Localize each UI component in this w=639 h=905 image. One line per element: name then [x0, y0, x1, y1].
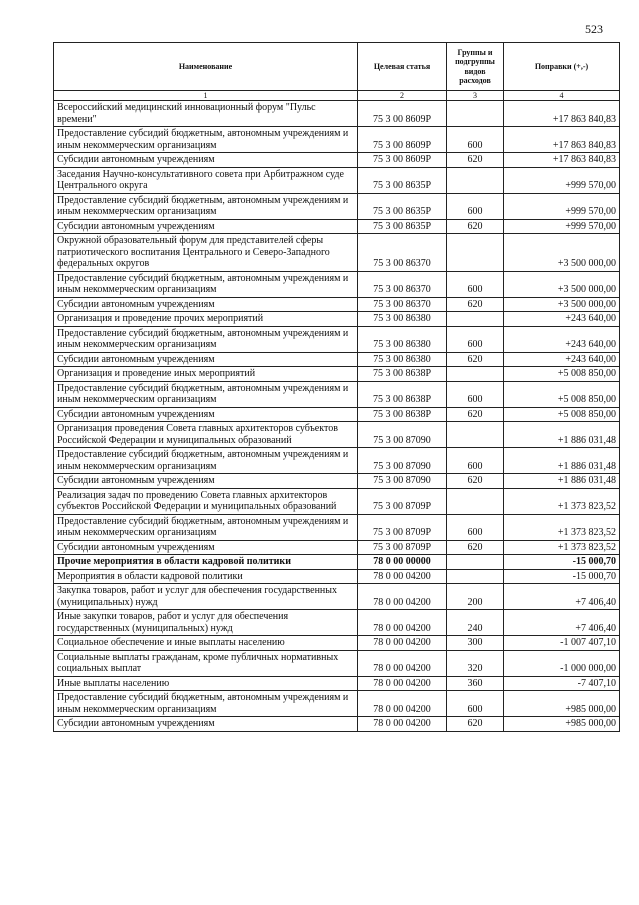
table-row — [54, 610, 620, 636]
row-name-cell: Социальные выплаты гражданам, кроме публичных нормативных социальных выплат — [54, 650, 358, 676]
row-group-cell: 620 — [447, 540, 504, 555]
row-group-cell — [447, 312, 504, 327]
row-amount-cell: +3 500 000,00 — [504, 234, 620, 272]
table-row — [54, 407, 620, 422]
row-code-cell: 75 3 00 8635Р — [358, 219, 447, 234]
row-group-cell: 620 — [447, 297, 504, 312]
row-name-cell: Организация и проведение прочих мероприятий — [54, 312, 358, 327]
row-name-cell: Предоставление субсидий бюджетным, автономным учреждениям и иным некоммерческим организациям — [54, 326, 358, 352]
table-row — [54, 101, 620, 127]
row-name-cell: Субсидии автономным учреждениям — [54, 352, 358, 367]
row-amount-cell: +1 886 031,48 — [504, 422, 620, 448]
header-amount: Поправки (+,-) — [504, 43, 620, 91]
row-group-cell — [447, 167, 504, 193]
row-code-cell: 75 3 00 8709Р — [358, 540, 447, 555]
row-code-cell: 78 0 00 04200 — [358, 676, 447, 691]
row-group-cell — [447, 367, 504, 382]
table-header-row — [54, 43, 620, 91]
row-name-cell: Субсидии автономным учреждениям — [54, 153, 358, 168]
row-name-cell: Предоставление субсидий бюджетным, автономным учреждениям и иным некоммерческим организациям — [54, 381, 358, 407]
row-amount-cell: -7 407,10 — [504, 676, 620, 691]
row-amount-cell: +999 570,00 — [504, 219, 620, 234]
row-group-cell — [447, 101, 504, 127]
table-row — [54, 448, 620, 474]
row-code-cell: 75 3 00 86370 — [358, 234, 447, 272]
row-group-cell — [447, 555, 504, 570]
row-group-cell — [447, 234, 504, 272]
table-row — [54, 193, 620, 219]
table-row — [54, 153, 620, 168]
row-name-cell: Субсидии автономным учреждениям — [54, 297, 358, 312]
row-name-cell: Предоставление субсидий бюджетным, автономным учреждениям и иным некоммерческим организациям — [54, 127, 358, 153]
row-code-cell: 75 3 00 8609Р — [358, 127, 447, 153]
row-amount-cell: +243 640,00 — [504, 312, 620, 327]
row-amount-cell: +1 373 823,52 — [504, 514, 620, 540]
row-group-cell: 600 — [447, 193, 504, 219]
row-code-cell: 75 3 00 8638Р — [358, 407, 447, 422]
row-amount-cell: +1 373 823,52 — [504, 488, 620, 514]
row-amount-cell: +5 008 850,00 — [504, 407, 620, 422]
row-amount-cell: +985 000,00 — [504, 691, 620, 717]
row-name-cell: Предоставление субсидий бюджетным, автономным учреждениям и иным некоммерческим организациям — [54, 514, 358, 540]
table-row — [54, 381, 620, 407]
column-number: 4 — [504, 91, 620, 101]
row-amount-cell: +17 863 840,83 — [504, 153, 620, 168]
row-name-cell: Субсидии автономным учреждениям — [54, 407, 358, 422]
row-code-cell: 75 3 00 8635Р — [358, 193, 447, 219]
table-row — [54, 297, 620, 312]
row-group-cell: 320 — [447, 650, 504, 676]
row-name-cell: Закупка товаров, работ и услуг для обеспечения государственных (муниципальных) нужд — [54, 584, 358, 610]
table-row — [54, 636, 620, 651]
column-number: 3 — [447, 91, 504, 101]
row-group-cell: 620 — [447, 352, 504, 367]
table-row — [54, 352, 620, 367]
row-code-cell: 75 3 00 8709Р — [358, 514, 447, 540]
row-name-cell: Иные закупки товаров, работ и услуг для обеспечения государственных (муниципальных) нужд — [54, 610, 358, 636]
row-group-cell: 620 — [447, 474, 504, 489]
row-amount-cell: -1 007 407,10 — [504, 636, 620, 651]
column-number-row — [54, 91, 620, 101]
row-code-cell: 75 3 00 86370 — [358, 271, 447, 297]
row-amount-cell: +1 886 031,48 — [504, 448, 620, 474]
row-group-cell: 620 — [447, 219, 504, 234]
row-amount-cell: +7 406,40 — [504, 584, 620, 610]
table-body — [54, 101, 620, 732]
row-code-cell: 78 0 00 04200 — [358, 717, 447, 732]
row-code-cell: 75 3 00 87090 — [358, 474, 447, 489]
row-code-cell: 75 3 00 87090 — [358, 422, 447, 448]
row-code-cell: 75 3 00 8709Р — [358, 488, 447, 514]
row-amount-cell: +999 570,00 — [504, 193, 620, 219]
row-code-cell: 75 3 00 8638Р — [358, 367, 447, 382]
row-amount-cell: +5 008 850,00 — [504, 367, 620, 382]
row-name-cell: Окружной образовательный форум для представителей сферы патриотического воспитания Центрального и Северо-Западного федеральных округов — [54, 234, 358, 272]
table-row — [54, 326, 620, 352]
header-code: Целевая статья — [358, 43, 447, 91]
table-row — [54, 584, 620, 610]
table-row — [54, 488, 620, 514]
row-name-cell: Заседания Научно-консультативного совета при Арбитражном суде Центрального округа — [54, 167, 358, 193]
table-row — [54, 312, 620, 327]
row-group-cell: 600 — [447, 514, 504, 540]
row-amount-cell: +243 640,00 — [504, 352, 620, 367]
row-group-cell: 240 — [447, 610, 504, 636]
row-name-cell: Иные выплаты населению — [54, 676, 358, 691]
table-row — [54, 514, 620, 540]
row-group-cell: 600 — [447, 127, 504, 153]
row-name-cell: Предоставление субсидий бюджетным, автономным учреждениям и иным некоммерческим организациям — [54, 193, 358, 219]
header-groups: Группы и подгруппы видов расходов — [447, 43, 504, 91]
row-name-cell: Всероссийский медицинский инновационный форум "Пульс времени" — [54, 101, 358, 127]
row-amount-cell: +17 863 840,83 — [504, 101, 620, 127]
row-name-cell: Реализация задач по проведению Совета главных архитекторов субъектов Российской Федерации и муниципальных образований — [54, 488, 358, 514]
table-row — [54, 271, 620, 297]
table-row — [54, 219, 620, 234]
column-number: 2 — [358, 91, 447, 101]
row-code-cell: 75 3 00 8638Р — [358, 381, 447, 407]
row-group-cell: 620 — [447, 717, 504, 732]
row-name-cell: Субсидии автономным учреждениям — [54, 540, 358, 555]
row-code-cell: 75 3 00 8609Р — [358, 101, 447, 127]
row-code-cell: 78 0 00 04200 — [358, 610, 447, 636]
row-code-cell: 78 0 00 04200 — [358, 569, 447, 584]
row-code-cell: 75 3 00 86380 — [358, 326, 447, 352]
row-name-cell: Предоставление субсидий бюджетным, автономным учреждениям и иным некоммерческим организациям — [54, 691, 358, 717]
row-amount-cell: +999 570,00 — [504, 167, 620, 193]
row-group-cell — [447, 488, 504, 514]
row-group-cell: 600 — [447, 326, 504, 352]
row-amount-cell: +17 863 840,83 — [504, 127, 620, 153]
row-code-cell: 75 3 00 8635Р — [358, 167, 447, 193]
row-code-cell: 75 3 00 87090 — [358, 448, 447, 474]
row-code-cell: 75 3 00 86370 — [358, 297, 447, 312]
page-number: 523 — [585, 22, 603, 36]
table-row — [54, 540, 620, 555]
row-amount-cell: +243 640,00 — [504, 326, 620, 352]
row-amount-cell: -15 000,70 — [504, 569, 620, 584]
row-name-cell: Субсидии автономным учреждениям — [54, 717, 358, 732]
row-group-cell: 300 — [447, 636, 504, 651]
row-amount-cell: +3 500 000,00 — [504, 297, 620, 312]
row-name-cell: Субсидии автономным учреждениям — [54, 474, 358, 489]
row-group-cell — [447, 569, 504, 584]
row-amount-cell: +1 886 031,48 — [504, 474, 620, 489]
table-row — [54, 474, 620, 489]
row-name-cell: Организация проведения Совета главных архитекторов субъектов Российской Федерации и муниципальных образований — [54, 422, 358, 448]
row-name-cell: Предоставление субсидий бюджетным, автономным учреждениям и иным некоммерческим организациям — [54, 448, 358, 474]
table-row — [54, 127, 620, 153]
row-group-cell: 600 — [447, 381, 504, 407]
row-amount-cell: +1 373 823,52 — [504, 540, 620, 555]
table-row — [54, 717, 620, 732]
table-row — [54, 422, 620, 448]
row-group-cell: 600 — [447, 691, 504, 717]
table-row — [54, 650, 620, 676]
row-name-cell: Социальное обеспечение и иные выплаты населению — [54, 636, 358, 651]
row-amount-cell: -15 000,70 — [504, 555, 620, 570]
row-group-cell: 360 — [447, 676, 504, 691]
row-name-cell: Прочие мероприятия в области кадровой политики — [54, 555, 358, 570]
column-number: 1 — [54, 91, 358, 101]
row-amount-cell: +7 406,40 — [504, 610, 620, 636]
table-row — [54, 569, 620, 584]
row-code-cell: 75 3 00 8609Р — [358, 153, 447, 168]
table-row — [54, 691, 620, 717]
row-group-cell — [447, 422, 504, 448]
table-row — [54, 555, 620, 570]
row-code-cell: 78 0 00 00000 — [358, 555, 447, 570]
row-amount-cell: +5 008 850,00 — [504, 381, 620, 407]
row-group-cell: 620 — [447, 153, 504, 168]
row-name-cell: Организация и проведение иных мероприятий — [54, 367, 358, 382]
row-group-cell: 600 — [447, 448, 504, 474]
row-group-cell: 620 — [447, 407, 504, 422]
row-code-cell: 78 0 00 04200 — [358, 691, 447, 717]
row-code-cell: 75 3 00 86380 — [358, 312, 447, 327]
row-amount-cell: +985 000,00 — [504, 717, 620, 732]
row-code-cell: 78 0 00 04200 — [358, 636, 447, 651]
row-code-cell: 78 0 00 04200 — [358, 650, 447, 676]
row-amount-cell: +3 500 000,00 — [504, 271, 620, 297]
row-code-cell: 75 3 00 86380 — [358, 352, 447, 367]
row-amount-cell: -1 000 000,00 — [504, 650, 620, 676]
row-code-cell: 78 0 00 04200 — [358, 584, 447, 610]
budget-table — [53, 42, 620, 732]
row-group-cell: 200 — [447, 584, 504, 610]
row-name-cell: Субсидии автономным учреждениям — [54, 219, 358, 234]
table-row — [54, 367, 620, 382]
header-name: Наименование — [54, 43, 358, 91]
row-group-cell: 600 — [447, 271, 504, 297]
row-name-cell: Предоставление субсидий бюджетным, автономным учреждениям и иным некоммерческим организациям — [54, 271, 358, 297]
table-row — [54, 234, 620, 272]
table-row — [54, 167, 620, 193]
table-row — [54, 676, 620, 691]
row-name-cell: Мероприятия в области кадровой политики — [54, 569, 358, 584]
